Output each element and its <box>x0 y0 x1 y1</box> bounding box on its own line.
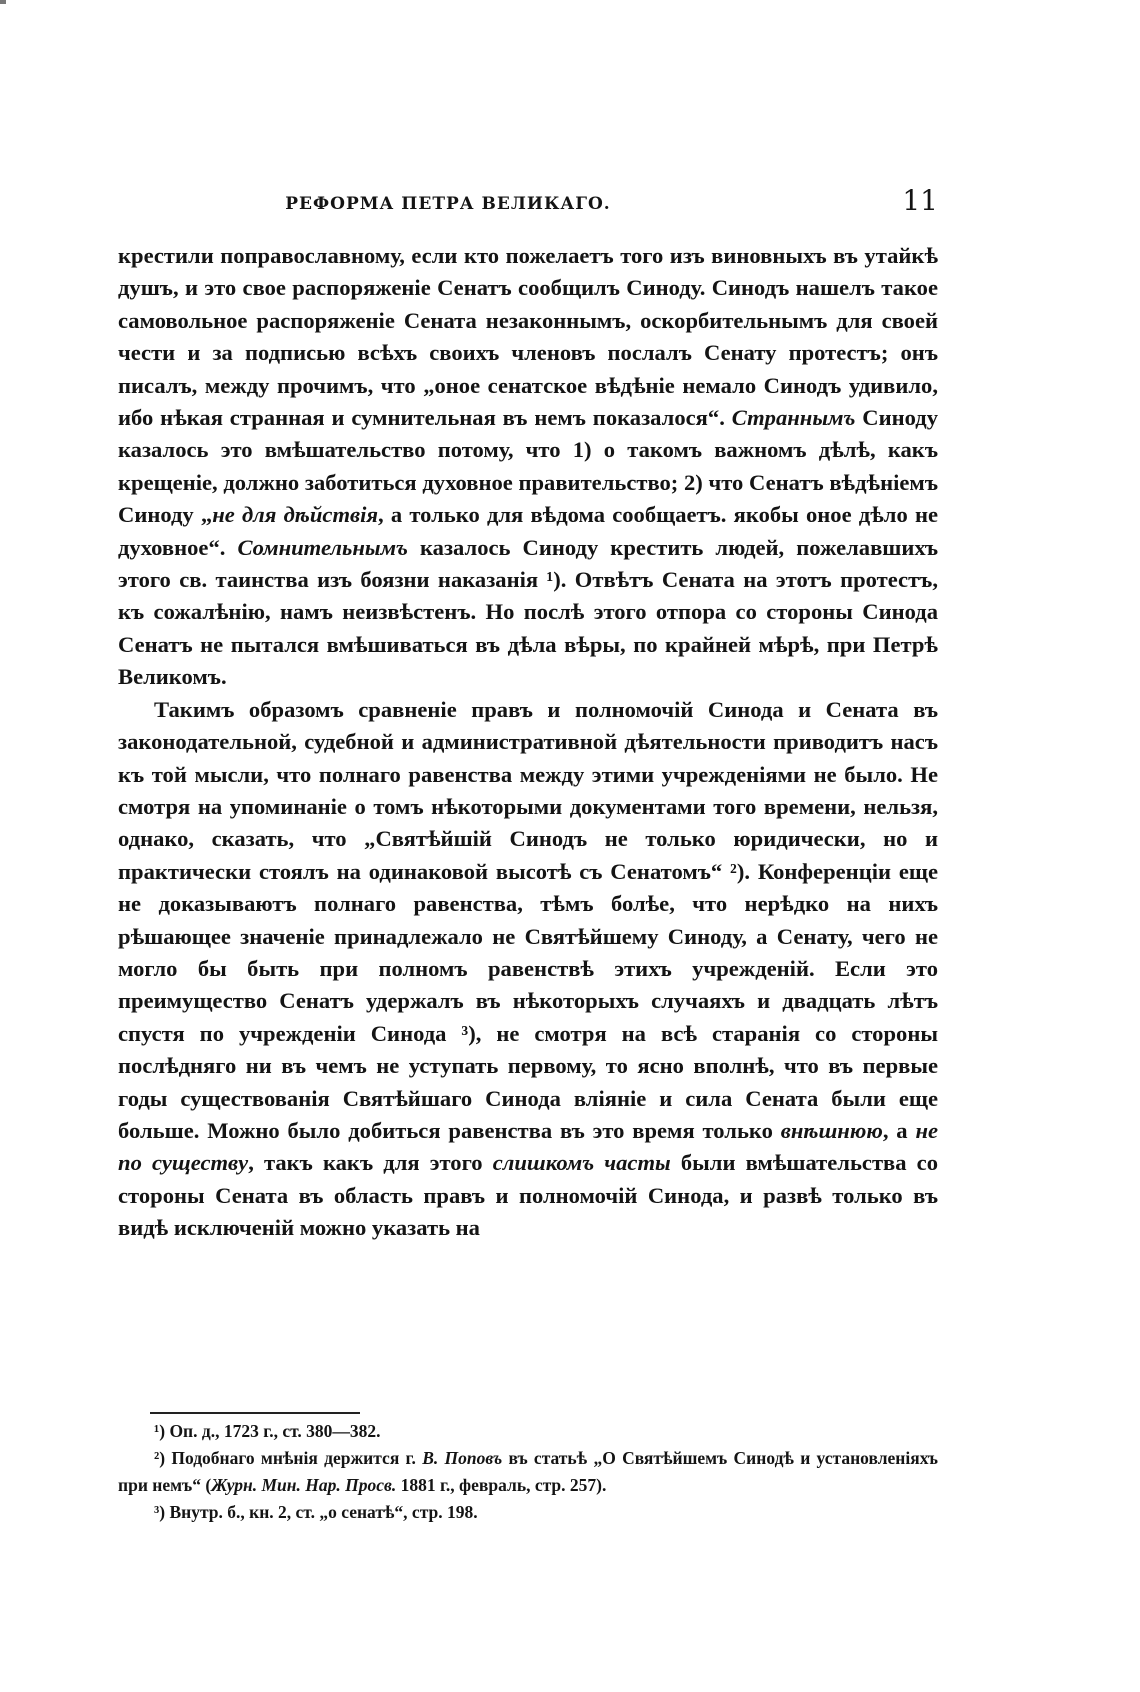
text-run: Такимъ образомъ сравненіе правъ и полномочій Синода и Сената въ законодательной, судебной и административной дѣятельности приводитъ насъ къ той мысли, что полнаго равенства между этими учрежденіями не было. Не смотря на упоминаніе о томъ нѣкоторыми документами того времени, нельзя, однако, сказать, что „Святѣйшій Синодъ не только юридически, но и практически стоялъ на одинаковой высотѣ съ Сенатомъ“ ²). Конференціи еще не доказываютъ полнаго равенства, тѣмъ болѣе, что нерѣдко на нихъ рѣшающее значеніе принадлежало не Святѣйшему Синоду, а Сенату, чего не могло бы быть при полномъ равенствѣ этихъ учрежденій. Если это преимущество Сенатъ удержалъ въ нѣкоторыхъ случаяхъ и двадцать лѣтъ спустя по учрежденіи Синода ³), не смотря на всѣ старанія со стороны послѣдняго ни въ чемъ не уступать первому, то ясно вполнѣ, что въ первые годы существованія Святѣйшаго Синода вліяніе и сила Сената были еще больше. Можно было добиться равенства въ это время только <box>118 696 938 1143</box>
text-run: 1881 г., февраль, стр. 257). <box>396 1475 607 1495</box>
page-header <box>118 184 938 230</box>
italic-text: В. Поповъ <box>422 1448 503 1468</box>
page-number: 11 <box>902 184 938 217</box>
italic-text: не по существу <box>118 1117 939 1176</box>
paragraph <box>118 694 938 1245</box>
footnote-2 <box>118 1445 938 1499</box>
text-run: , такъ какъ для этого <box>248 1150 493 1176</box>
text-run: , а <box>882 1117 916 1143</box>
text-run: были вмѣшательства со стороны Сената въ область правъ и полномочій Синода, и развѣ только въ видѣ исключеній можно указать на <box>118 1150 938 1241</box>
footnote-3 <box>118 1499 938 1526</box>
italic-text: Журн. Мин. Нар. Просв. <box>211 1475 397 1495</box>
scan-mark <box>0 0 6 4</box>
text-run: крестили поправославному, если кто пожелаетъ того изъ виновныхъ въ утайкѣ душъ, и это свое распоряженіе Сенатъ сообщилъ Синоду. Синодъ нашелъ такое самовольное распоряженіе Сената незаконнымъ, оскорбительнымъ для своей чести и за подписью всѣхъ своихъ членовъ послалъ Сенату протестъ; онъ писалъ, между прочимъ, что „оное сенатское вѣдѣніе немало Синодъ удивило, ибо нѣкая странная и сумнительная въ немъ показалося“. <box>118 243 938 431</box>
running-title: РЕФОРМА ПЕТРА ВЕЛИКАГО. <box>285 194 611 214</box>
text-run: ²) Подобнаго мнѣнія держится г. <box>154 1448 423 1468</box>
italic-text: Сомнительнымъ <box>237 534 408 560</box>
text-run: , а только для вѣдома сообщаетъ. якобы оное дѣло не духовное“. <box>118 502 938 560</box>
text-run: казалось Синоду крестить людей, пожелавшихъ этого св. таинства изъ боязни наказанія ¹). Отвѣтъ Сената на этотъ протестъ, къ сожалѣнію, намъ неизвѣстенъ. Но послѣ этого отпора со стороны Синода Сенатъ не пытался вмѣшиваться въ дѣла вѣры, по крайней мѣрѣ, при Петрѣ Великомъ. <box>118 534 938 690</box>
footnote-divider <box>150 1412 360 1414</box>
paragraph-continued <box>118 240 938 694</box>
text-run: ¹) Оп. д., 1723 г., ст. 380—382. <box>154 1421 381 1441</box>
footnotes <box>118 1418 938 1526</box>
italic-text: слишкомъ часты <box>492 1150 671 1176</box>
italic-text: внѣшнюю <box>780 1117 883 1143</box>
footnote-1 <box>118 1418 938 1445</box>
italic-text: Страннымъ <box>731 405 856 431</box>
main-text <box>118 240 938 1245</box>
text-run: въ статьѣ „О Святѣйшемъ Синодѣ и установленіяхъ при немъ“ ( <box>118 1448 938 1495</box>
text-run: ³) Внутр. б., кн. 2, ст. „о сенатѣ“, стр. 198. <box>154 1502 478 1522</box>
italic-text: не для дѣйствія <box>212 502 379 528</box>
text-run: Синоду казалось это вмѣшательство потому, что 1) о такомъ важномъ дѣлѣ, какъ крещеніе, должно заботиться духовное правительство; 2) что Сенатъ вѣдѣніемъ Синоду „ <box>118 405 938 528</box>
